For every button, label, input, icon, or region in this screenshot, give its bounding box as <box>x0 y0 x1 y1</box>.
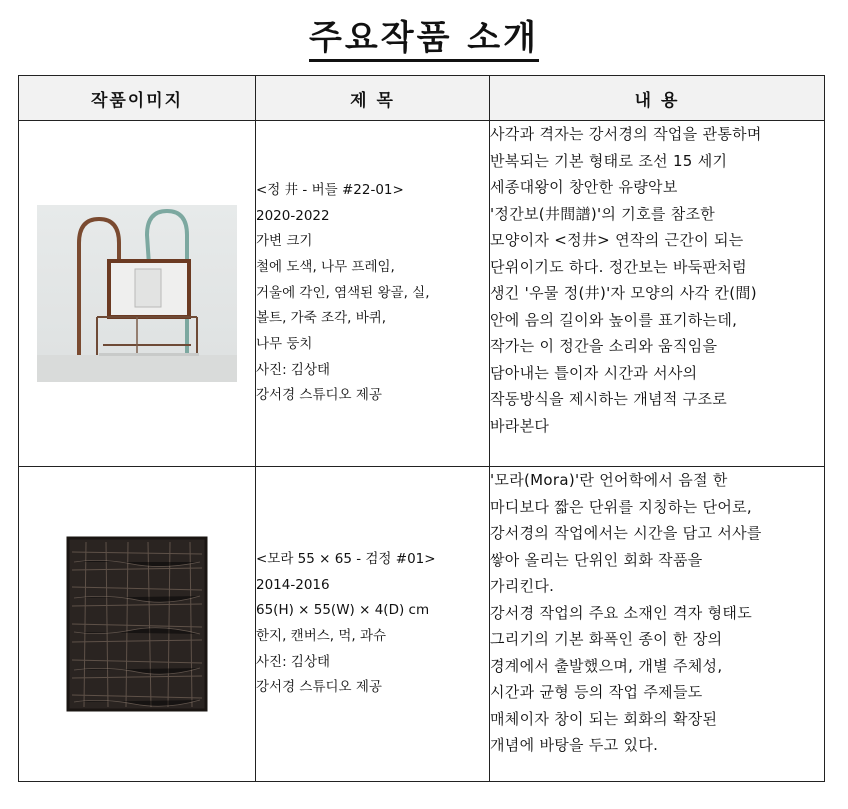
title-line: 65(H) × 55(W) × 4(D) cm <box>256 602 430 619</box>
desc-line: 안에 음의 길이와 높이를 표기하는데, <box>490 310 738 329</box>
desc-line: 시간과 균형 등의 작업 주제들도 <box>490 683 703 701</box>
desc-line: 작동방식을 제시하는 개념적 구조로 <box>490 390 728 408</box>
artwork-image-2 <box>62 532 212 717</box>
title-line: 2020-2022 <box>256 207 330 224</box>
title-line: 강서경 스튜디오 제공 <box>256 387 382 404</box>
desc-line: 생긴 '우물 정(井)'자 모양의 사각 칸(間) <box>490 284 757 302</box>
title-line: 사진: 김상태 <box>256 653 331 670</box>
desc-line: 가리킨다. <box>490 577 555 595</box>
artwork-title-cell <box>256 121 490 467</box>
title-line: 강서경 스튜디오 제공 <box>256 679 382 696</box>
table-header-row <box>19 76 825 121</box>
desc-line: '모라(Mora)'란 언어학에서 음절 한 <box>490 471 728 489</box>
title-line: <정 井 - 버들 #22-01> <box>256 181 404 198</box>
title-line: 거울에 각인, 염색된 왕골, 실, <box>256 284 430 301</box>
artwork-title-cell <box>256 467 490 782</box>
desc-line: 담아내는 틀이자 시간과 서사의 <box>490 363 698 382</box>
desc-line: 강서경 작업의 주요 소재인 격자 형태도 <box>490 603 752 622</box>
header-title: 제 목 <box>256 76 490 121</box>
artwork-image-cell <box>19 121 256 467</box>
desc-line: 반복되는 기본 형태로 조선 15 세기 <box>490 151 728 170</box>
desc-line: 사각과 격자는 강서경의 작업을 관통하며 <box>490 125 762 143</box>
artwork-image-cell <box>19 467 256 782</box>
desc-line: 매체이자 창이 되는 회화의 확장된 <box>490 709 718 728</box>
desc-line: '정간보(井間譜)'의 기호를 참조한 <box>490 204 716 223</box>
desc-line: 쌓아 올리는 단위인 회화 작품을 <box>490 550 703 569</box>
page-title-text: 주요작품 소개 <box>309 18 539 62</box>
page-title <box>0 10 848 59</box>
title-line: 가변 크기 <box>256 233 313 250</box>
title-line: 2014-2016 <box>256 576 330 593</box>
desc-line: 세종대왕이 창안한 유량악보 <box>490 178 678 196</box>
title-line: 나무 둥치 <box>256 336 313 353</box>
desc-line: 강서경의 작업에서는 시간을 담고 서사를 <box>490 524 762 542</box>
artwork-description-cell <box>490 467 825 782</box>
title-line: 한지, 캔버스, 먹, 과슈 <box>256 628 387 644</box>
artwork-description-cell <box>490 121 825 467</box>
header-content: 내 용 <box>490 76 825 121</box>
desc-line: 경계에서 출발했으며, 개별 주체성, <box>490 656 723 675</box>
table-row <box>19 121 825 467</box>
artwork-image-1 <box>37 205 237 382</box>
title-line: 볼트, 가죽 조각, 바퀴, <box>256 310 387 327</box>
desc-line: 개념에 바탕을 두고 있다. <box>490 736 659 754</box>
header-image: 작품이미지 <box>19 76 256 121</box>
desc-line: 모양이자 <정井> 연작의 근간이 되는 <box>490 231 744 249</box>
title-line: 철에 도색, 나무 프레임, <box>256 258 395 275</box>
table-row <box>19 467 825 782</box>
title-line: <모라 55 × 65 - 검정 #01> <box>256 550 436 567</box>
desc-line: 작가는 이 정간을 소리와 움직임을 <box>490 337 718 355</box>
desc-line: 그리기의 기본 화폭인 종이 한 장의 <box>490 630 723 648</box>
desc-line: 단위이기도 하다. 정간보는 바둑판처럼 <box>490 257 747 276</box>
works-table <box>18 75 825 782</box>
title-line: 사진: 김상태 <box>256 361 331 378</box>
desc-line: 마디보다 짧은 단위를 지칭하는 단어로, <box>490 497 752 516</box>
desc-line: 바라본다 <box>490 416 550 435</box>
